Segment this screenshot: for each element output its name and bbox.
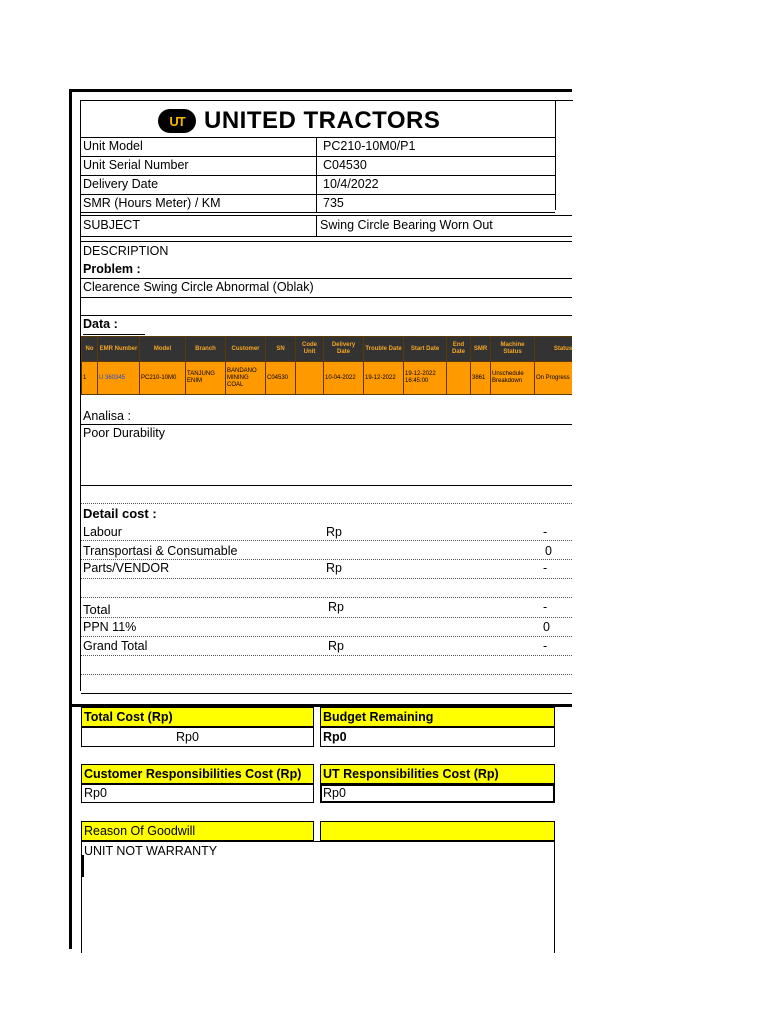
cell-branch: TANJUNG ENIM	[186, 362, 226, 395]
cost-label: Grand Total	[83, 639, 148, 653]
budget-remaining-value: Rp0	[320, 727, 555, 747]
header-cell: SMR	[471, 337, 491, 362]
cell-start-date: 19-12-2022 16:45:00	[404, 362, 447, 395]
blank-cost-row	[81, 675, 572, 694]
unit-info-label: Delivery Date	[81, 176, 317, 194]
cost-label: Total	[83, 602, 111, 617]
cost-currency: Rp	[326, 525, 342, 539]
cost-label: Transportasi & Consumable	[83, 544, 238, 558]
unit-info-label: Unit Model	[81, 138, 317, 156]
cell-end-date	[447, 362, 471, 395]
header-cell: EMR Number	[98, 337, 140, 362]
cost-label: Parts/VENDOR	[83, 561, 170, 575]
cost-currency: Rp	[328, 639, 344, 653]
cell-code-unit	[296, 362, 324, 395]
cell-emr-number[interactable]: U 360345	[98, 362, 140, 395]
reason-box	[81, 841, 555, 953]
header-cell: Machine Status	[491, 337, 535, 362]
blank-row	[81, 298, 572, 316]
reason-empty-cell	[320, 821, 555, 841]
header-cell: Start Date	[404, 337, 447, 362]
analysis-label: Analisa :	[83, 409, 131, 423]
unit-info-value: C04530	[323, 158, 367, 172]
cell-trouble-date: 19-12-2022	[364, 362, 404, 395]
header-cell: Customer	[226, 337, 266, 362]
dotted-line	[81, 503, 572, 504]
logo-glyph: UT	[169, 113, 185, 129]
cost-value: 0	[543, 620, 550, 634]
cost-row	[81, 598, 572, 618]
header-cell: Trouble Date	[364, 337, 404, 362]
budget-remaining-label: Budget Remaining	[320, 707, 555, 727]
cost-row	[81, 618, 572, 637]
detail-cost-table	[81, 522, 572, 694]
cell-customer: BANDANO MINING COAL	[226, 362, 266, 395]
detail-cost-title: Detail cost :	[83, 506, 157, 521]
cost-currency: Rp	[326, 561, 342, 575]
cost-row	[81, 637, 572, 656]
ut-logo-icon	[158, 109, 196, 133]
cell-sn: C04530	[266, 362, 296, 395]
analysis-text: Poor Durability	[83, 426, 165, 440]
reason-text: UNIT NOT WARRANTY	[84, 844, 218, 858]
cell-delivery-date: 10-04-2022	[324, 362, 364, 395]
blank-cost-row	[81, 579, 572, 598]
description-block	[81, 241, 572, 316]
unit-info-row	[81, 157, 555, 176]
subject-row	[81, 215, 572, 237]
data-table-wrap	[81, 336, 572, 408]
cell-model: PC210-10M0	[140, 362, 186, 395]
ut-resp-label: UT Responsibilities Cost (Rp)	[320, 764, 555, 784]
customer-resp-value: Rp0	[81, 784, 314, 803]
header-cell: Status	[535, 337, 573, 362]
cell-machine-status: Unschedule Breakdown	[491, 362, 535, 395]
subject-value: Swing Circle Bearing Worn Out	[320, 218, 493, 232]
total-cost-value: Rp0	[81, 727, 314, 747]
unit-info-table	[81, 137, 555, 210]
cost-value: -	[543, 525, 548, 539]
blank-cost-row	[81, 656, 572, 675]
company-name: UNITED TRACTORS	[204, 107, 441, 134]
cell-no: 1	[82, 362, 98, 395]
header-cell: No	[82, 337, 98, 362]
ut-resp-value: Rp0	[320, 784, 555, 803]
header-cell: Model	[140, 337, 186, 362]
unit-info-row	[81, 195, 555, 213]
reason-cursor-line	[82, 855, 84, 877]
cost-value: 0	[545, 544, 552, 558]
problem-text: Clearence Swing Circle Abnormal (Oblak)	[81, 279, 572, 298]
data-label: Data :	[83, 316, 145, 335]
data-table-header-row	[82, 337, 573, 362]
data-table-row	[82, 362, 573, 395]
data-table	[81, 336, 572, 395]
cost-row	[81, 522, 572, 541]
header-cell: Branch	[186, 337, 226, 362]
cost-value: -	[543, 639, 548, 653]
cost-label: PPN 11%	[83, 620, 137, 634]
frame-left-line	[69, 89, 72, 949]
unit-info-value: 10/4/2022	[323, 177, 379, 191]
frame-top-line	[69, 89, 572, 92]
header-cell: End Date	[447, 337, 471, 362]
unit-info-value: 735	[323, 196, 344, 210]
cost-value: -	[543, 561, 548, 575]
cost-value: -	[543, 600, 548, 614]
unit-info-row	[81, 138, 555, 157]
total-cost-label: Total Cost (Rp)	[81, 707, 314, 727]
analysis-box	[81, 424, 572, 486]
subject-label: SUBJECT	[81, 216, 317, 236]
cost-label: Labour	[83, 525, 122, 539]
unit-info-label: SMR (Hours Meter) / KM	[81, 195, 317, 212]
header-cell: Code Unit	[296, 337, 324, 362]
logo-header	[158, 104, 498, 138]
cell-smr: 3861	[471, 362, 491, 395]
unit-info-value: PC210-10M0/P1	[323, 139, 416, 153]
header-right-cell	[555, 100, 573, 210]
reason-label: Reason Of Goodwill	[81, 821, 314, 841]
header-cell: SN	[266, 337, 296, 362]
cost-row	[81, 541, 572, 560]
unit-info-label: Unit Serial Number	[81, 157, 317, 175]
cost-currency: Rp	[328, 600, 344, 614]
description-label: DESCRIPTION	[83, 244, 169, 258]
cell-status: On Progress	[535, 362, 573, 395]
problem-label: Problem :	[81, 260, 572, 279]
header-cell: Delivery Date	[324, 337, 364, 362]
unit-info-row	[81, 176, 555, 195]
cost-row	[81, 560, 572, 579]
customer-resp-label: Customer Responsibilities Cost (Rp)	[81, 764, 314, 784]
